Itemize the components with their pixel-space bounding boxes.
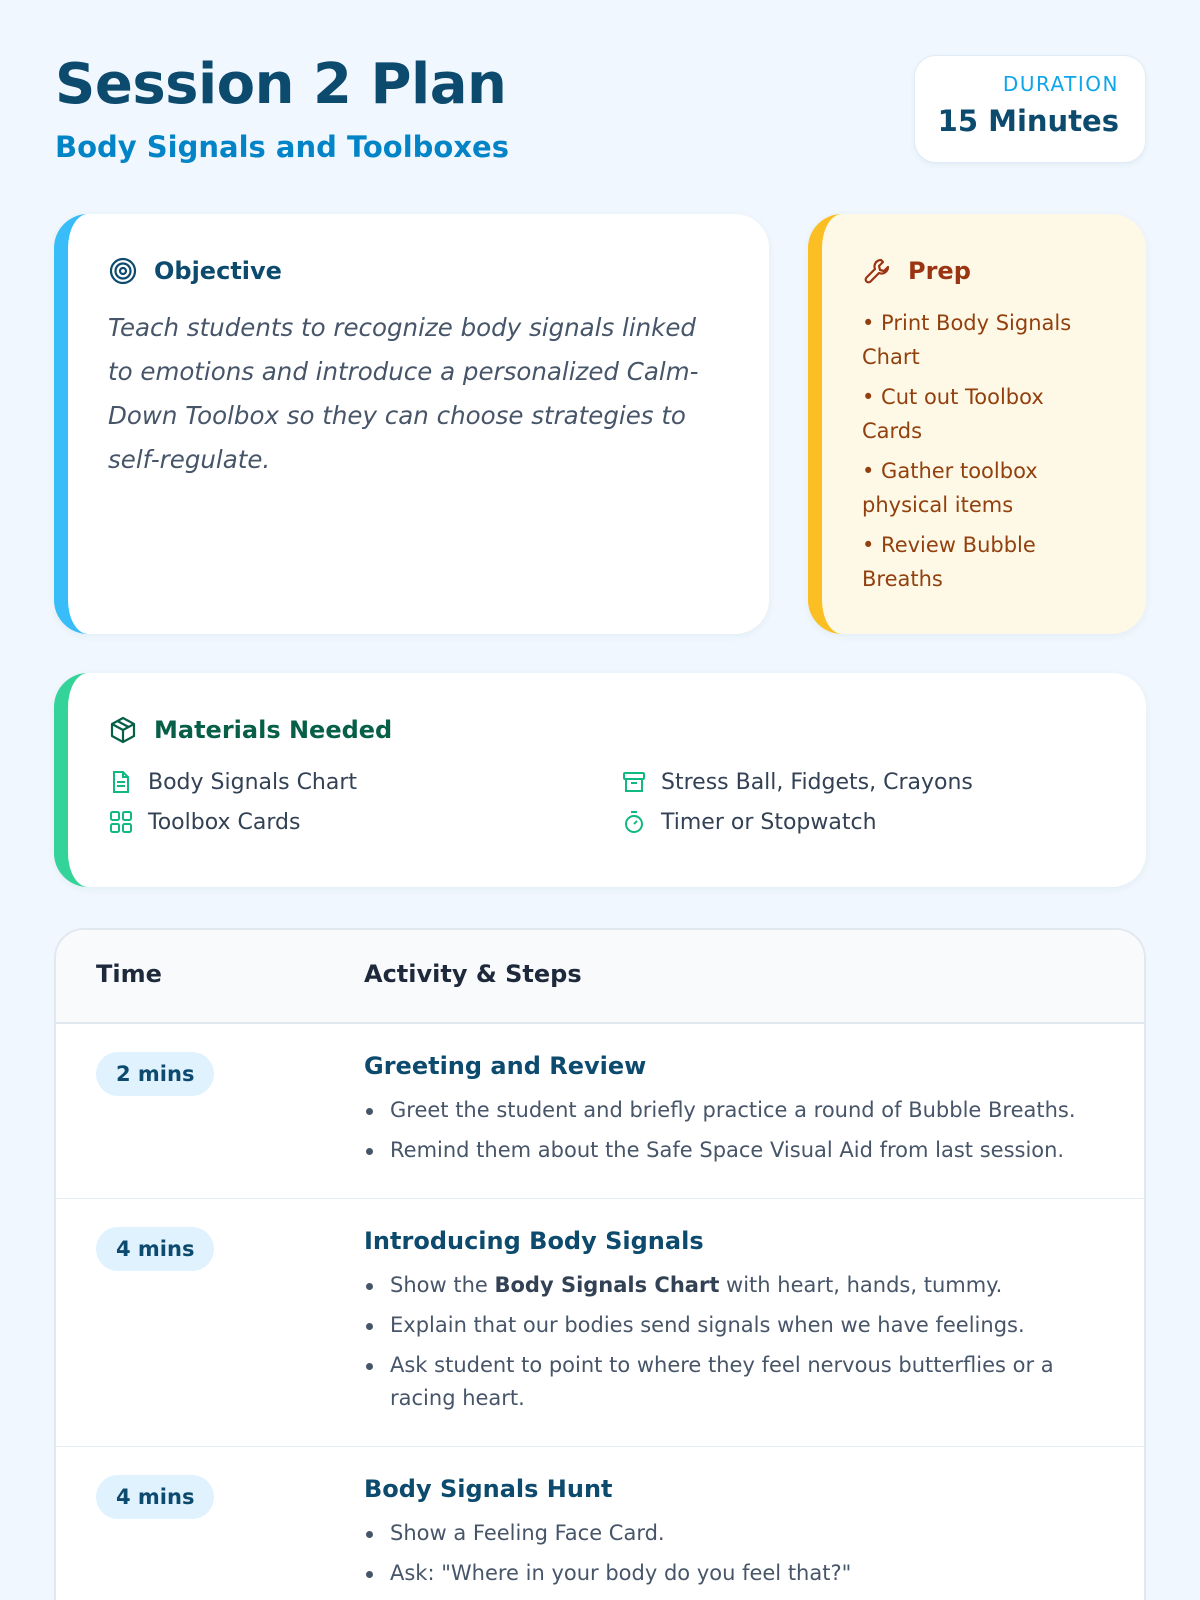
wrench-icon — [862, 256, 892, 286]
objective-title: Objective — [154, 257, 282, 285]
prep-card — [808, 214, 1146, 634]
material-item — [108, 769, 357, 795]
schedule-table — [54, 928, 1146, 1600]
activity-step: Remind them about the Safe Space Visual Aid from last session. — [364, 1134, 1104, 1167]
table-row — [56, 1024, 1144, 1199]
time-pill: 4 mins — [96, 1227, 214, 1271]
activity-title: Body Signals Hunt — [364, 1475, 613, 1503]
activity-steps — [364, 1517, 1104, 1590]
step-emphasis: Body Signals Chart — [494, 1273, 720, 1297]
duration-badge — [914, 55, 1146, 163]
archive-icon — [621, 769, 647, 795]
table-header — [56, 930, 1144, 1024]
material-label: Stress Ball, Fidgets, Crayons — [661, 769, 973, 795]
activity-title: Introducing Body Signals — [364, 1227, 704, 1255]
prep-item: • Review Bubble Breaths — [862, 533, 1036, 591]
table-row — [56, 1447, 1144, 1600]
page-title: Session 2 Plan — [55, 52, 507, 117]
page-subtitle: Body Signals and Toolboxes — [55, 130, 509, 164]
material-item — [108, 809, 300, 835]
header-time: Time — [96, 960, 162, 988]
prep-title: Prep — [908, 257, 971, 285]
prep-list — [862, 306, 1102, 602]
objective-text: Teach students to recognize body signals linked to emotions and introduce a personalized Calm-Down Toolbox so they can choose strategies to self-regulate. — [108, 313, 699, 474]
document-icon — [108, 769, 134, 795]
time-pill: 4 mins — [96, 1475, 214, 1519]
material-label: Body Signals Chart — [148, 769, 358, 795]
step-text: Show the — [390, 1273, 495, 1297]
header-activity: Activity & Steps — [364, 960, 582, 988]
objective-card — [54, 214, 769, 634]
activity-steps — [364, 1094, 1104, 1167]
time-pill: 2 mins — [96, 1052, 214, 1096]
step-text: with heart, hands, tummy. — [719, 1273, 1003, 1297]
duration-label: DURATION — [1002, 72, 1119, 96]
grid-icon — [108, 809, 134, 835]
activity-title: Greeting and Review — [364, 1052, 647, 1080]
prep-item: • Print Body Signals Chart — [862, 311, 1072, 369]
material-item — [621, 809, 877, 835]
material-item — [621, 769, 973, 795]
prep-item: • Gather toolbox physical items — [862, 459, 1038, 517]
material-label: Timer or Stopwatch — [661, 809, 877, 835]
materials-card — [54, 673, 1146, 887]
materials-title: Materials Needed — [154, 716, 393, 744]
duration-value: 15 Minutes — [937, 104, 1119, 138]
activity-steps — [364, 1269, 1104, 1415]
activity-step: Ask student to point to where they feel nervous butterflies or a racing heart. — [364, 1349, 1104, 1415]
material-label: Toolbox Cards — [148, 809, 301, 835]
activity-step: Explain that our bodies send signals when we have feelings. — [364, 1309, 1104, 1342]
activity-step: Ask: "Where in your body do you feel that?" — [364, 1557, 1104, 1590]
timer-icon — [621, 809, 647, 835]
activity-step: Greet the student and briefly practice a round of Bubble Breaths. — [364, 1094, 1104, 1127]
activity-step — [364, 1269, 1104, 1302]
target-icon — [108, 256, 138, 286]
box-icon — [108, 715, 138, 745]
prep-item: • Cut out Toolbox Cards — [862, 385, 1044, 443]
table-row — [56, 1199, 1144, 1447]
activity-step: Show a Feeling Face Card. — [364, 1517, 1104, 1550]
